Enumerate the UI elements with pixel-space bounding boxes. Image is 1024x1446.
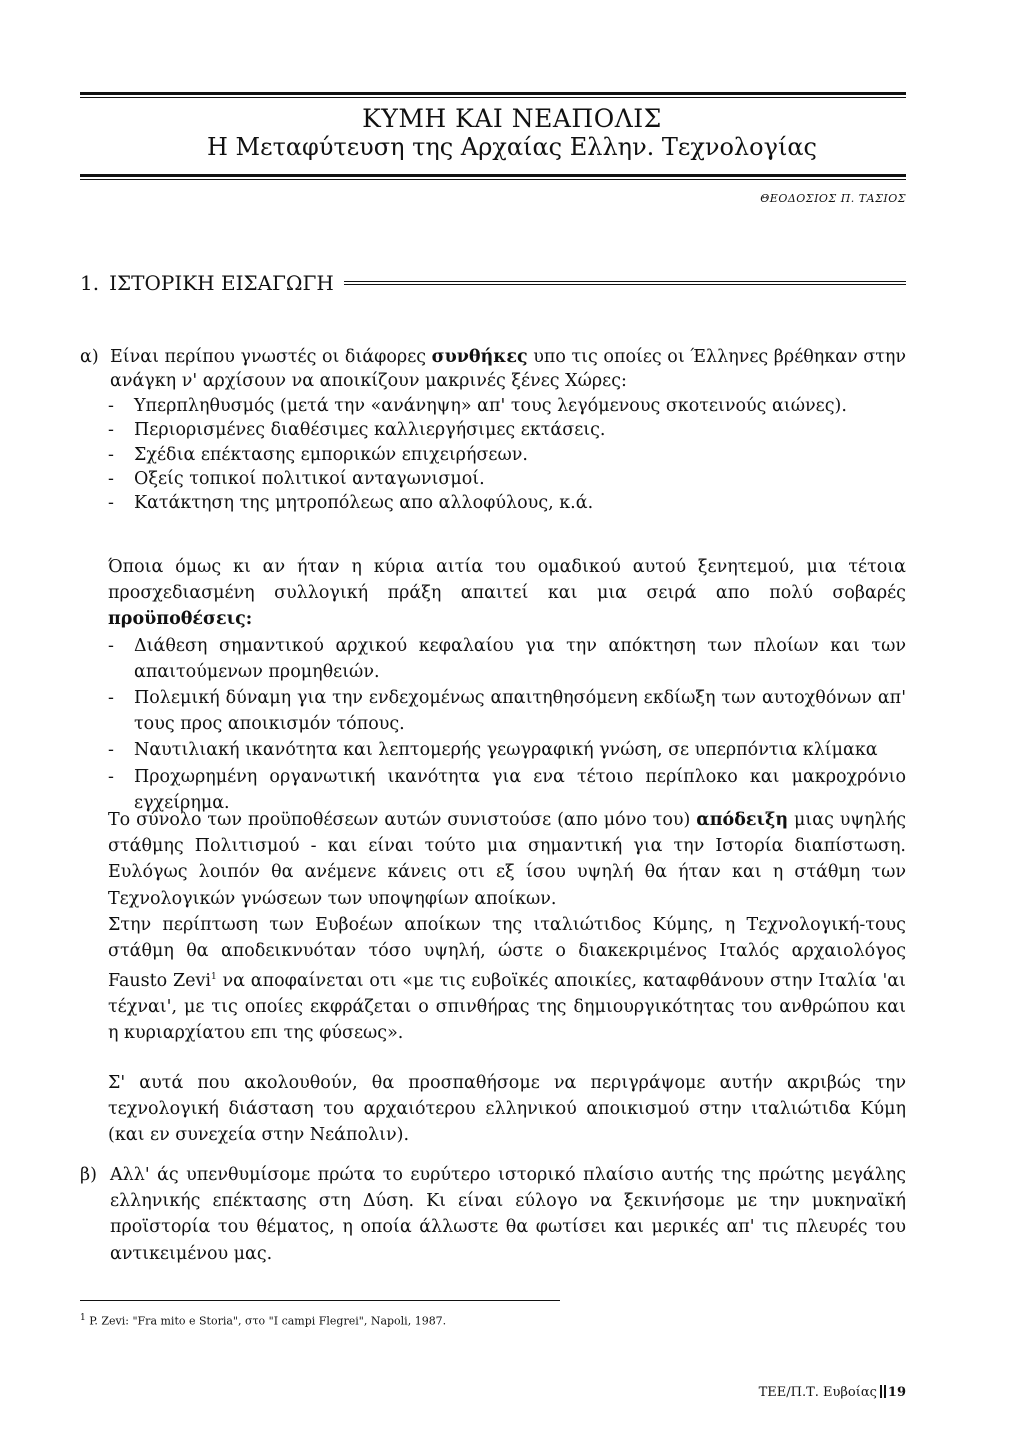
paragraph-text xyxy=(110,345,906,394)
text-run: Το σύνολο των προϋποθέσεων αυτών συνιστούσε (απο μόνο του) xyxy=(108,810,697,830)
footnote-rule xyxy=(80,1300,560,1301)
document-subtitle: Η Μεταφύτευση της Αρχαίας Ελλην. Τεχνολογίας xyxy=(207,133,817,161)
list-item: - Ναυτιλιακή ικανότητα και λεπτομερής γεωγραφική γνώση, σε υπερπόντια κλίμακα xyxy=(108,740,878,761)
paragraph-text xyxy=(108,554,906,633)
list-item: - Προχωρημένη οργανωτική ικανότητα για ενα τέτοιο περίπλοκο και μακροχρόνιο εγχείρημα. xyxy=(108,766,906,813)
list-item: - Σχέδια επέκτασης εμπορικών επιχειρήσεων. xyxy=(108,444,528,465)
bold-term: απόδειξη xyxy=(696,810,789,830)
top-rule-thick xyxy=(80,92,906,95)
paragraph-d: Σ' αυτά που ακολουθούν, θα προσπαθήσομε να περιγράψομε αυτήν ακριβώς την τεχνολογική διάσταση του αρχαιότερου ελληνικού αποικισμού στην ιταλιώτιδα Κύμη (και εν συνεχεία στην Νεάπολιν). xyxy=(108,1073,906,1146)
text-run: μιας υψηλής στάθμης Πολιτισμού - και είναι τούτο μια σημαντική για την Ιστορία διαπίστωση. Ευλόγως λοιπόν θα ανέμενε κάνεις οτι εξ ίσου υψηλή θα ήταν και η στάθμη των Τεχνολογικών γνώσεων των υποψηφίων αποίκων. xyxy=(108,810,907,909)
text-run: Στην περίπτωση των Ευβοέων αποίκων της ιταλιώτιδος Κύμης, η Τεχνολογική-τους στάθμη θα αποδεικνυόταν τόσο υψηλή, ώστε ο διακεκριμένος Ιταλός αρχαιολόγος Fausto Zevi xyxy=(108,914,906,992)
list-item: - Πολεμική δύναμη για την ενδεχομένως απαιτηθησόμενη εκδίωξη των αυτοχθόνων απ' τους προς αποικισμόν τόπους. xyxy=(108,688,906,735)
list-item: - Υπερπληθυσμός (μετά την «ανάνηψη» απ' τους λεγόμενους σκοτεινούς αιώνες). xyxy=(108,395,847,416)
paragraph-text: Αλλ' άς υπενθυμίσομε πρώτα το ευρύτερο ιστορικό πλαίσιο αυτής της πρώτης μεγάλης ελληνικής επέκτασης στη Δύση. Κι είναι εύλογο να ξεκινήσομε με την μυκηναϊκή προϊστορία του θέματος, η οποία άλλωστε θα φωτίσει και μερικές απ' τις πλευρές του αντικειμένου μας. xyxy=(110,1165,906,1264)
document-title: ΚΥΜΗ ΚΑΙ ΝΕΑΠΟΛΙΣ xyxy=(362,104,662,133)
footnote-mark: 1 xyxy=(80,1313,86,1323)
section-heading xyxy=(80,271,906,295)
paragraph-text xyxy=(108,807,906,912)
paragraph-e xyxy=(80,1162,906,1267)
paragraph-label: β) xyxy=(80,1165,97,1185)
paragraph-a xyxy=(80,345,906,516)
footer-divider xyxy=(884,1385,886,1398)
footnote-text: P. Zevi: "Fra mito e Storia", στο "I campi Flegrei", Napoli, 1987. xyxy=(89,1314,447,1328)
paragraph-text xyxy=(108,912,906,1047)
footnote xyxy=(80,1313,446,1328)
text-run: να αποφαίνεται οτι «με τις ευβοϊκές αποικίες, καταφθάνουν στην Ιταλία 'αι τέχναι', με τις οποίες εκφράζεται ο σπινθήρας της δημιουργικότητας του ανθρώπου και η κυριαρχίατου επι της φύσεως». xyxy=(108,971,906,1044)
list-item: - Διάθεση σημαντικού αρχικού κεφαλαίου για την απόκτηση των πλοίων και των απαιτούμενων προμηθειών. xyxy=(108,635,906,682)
bullet-list xyxy=(80,394,906,516)
section-title: ΙΣΤΟΡΙΚΗ ΕΙΣΑΓΩΓΗ xyxy=(109,271,334,295)
list-item: - Οξείς τοπικοί πολιτικοί ανταγωνισμοί. xyxy=(108,469,485,490)
bold-term: συνθήκες xyxy=(431,347,528,367)
top-rule-thin xyxy=(80,97,906,98)
text-run: υπο τις οποίες οι Έλληνες βρέθηκαν στην ανάγκη ν' αρχίσουν να αποικίζουν μακρινές ξένες Χώρες: xyxy=(110,347,906,392)
text-run: Όποια όμως κι αν ήταν η κύρια αιτία του ομαδικού αυτού ξενητεμού, μια τέτοια προσχεδιασμένη συλλογική πράξη απαιτεί και μια σειρά απο πολύ σοβαρές xyxy=(108,557,906,604)
author-name: ΘΕΟΔΟΣΙΟΣ Π. ΤΑΣΙΟΣ xyxy=(760,192,906,205)
title-rule-thick xyxy=(80,174,906,177)
page-footer xyxy=(759,1385,906,1400)
text-run: Είναι περίπου γνωστές οι διάφορες xyxy=(110,347,432,367)
bold-term: προϋποθέσεις: xyxy=(108,609,253,630)
list-item: - Περιορισμένες διαθέσιμες καλλιεργήσιμες εκτάσεις. xyxy=(108,420,606,441)
list-item: - Κατάκτηση της μητροπόλεως απο αλλοφύλους, κ.ά. xyxy=(108,493,594,514)
page-number: 19 xyxy=(887,1385,906,1400)
paragraph-label: α) xyxy=(80,347,99,367)
paragraph-b xyxy=(108,554,906,816)
footer-divider xyxy=(880,1385,882,1398)
section-number: 1. xyxy=(80,271,100,295)
footnote-ref[interactable]: 1 xyxy=(211,972,217,983)
footer-source: ΤΕΕ/Π.Τ. Ευβοίας xyxy=(758,1385,877,1400)
paragraph-c xyxy=(108,807,906,1047)
title-rule-thin xyxy=(80,179,906,180)
section-double-rule xyxy=(344,281,906,285)
